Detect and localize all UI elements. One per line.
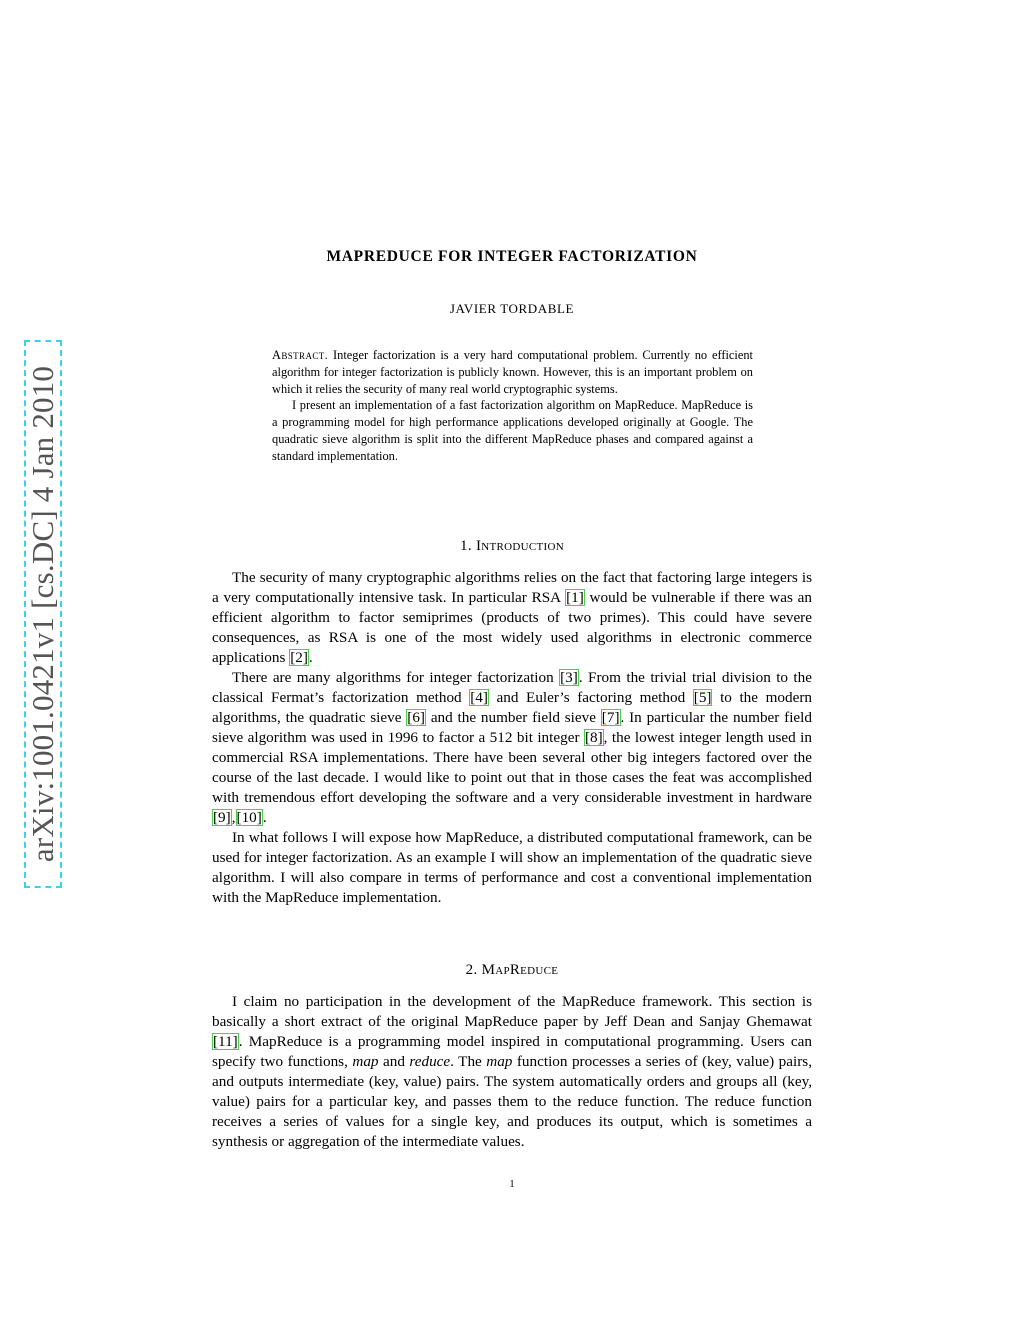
text-run: and <box>378 1053 410 1070</box>
citation-link[interactable]: [1] <box>566 589 584 606</box>
citation-link[interactable]: [9] <box>213 809 231 826</box>
text-run: , <box>231 809 236 826</box>
arxiv-identifier-stamp <box>24 340 62 888</box>
arxiv-identifier: arXiv:1001.0421v1 [cs.DC] 4 Jan 2010 <box>25 365 60 863</box>
text-run: . <box>308 649 313 666</box>
section-2-number: 2. <box>465 962 478 978</box>
citation-link[interactable]: [10] <box>236 809 262 826</box>
citation-link[interactable]: [5] <box>693 689 712 706</box>
text-run: . MapReduce is a programming model inspired in computational programming. Users can specify two functions, <box>212 1033 812 1070</box>
text-run: , the lowest integer length used in commercial RSA implementations. There have been several other big integers factored over the course of the last decade. I would like to point out that in those cases the feat was accomplished with tremendous effort developing the software and a very considerable investment in hardware <box>212 729 812 806</box>
text-run: . The <box>450 1053 487 1070</box>
section-2-heading <box>212 962 812 979</box>
paper-title: MAPREDUCE FOR INTEGER FACTORIZATION <box>326 248 698 265</box>
section-1-heading <box>212 538 812 555</box>
intro-paragraph-3: In what follows I will expose how MapReduce, a distributed computational framework, can be used for integer factorization. As an example I will show an implementation of the quadratic sieve algorithm. I will also compare in terms of performance and cost a conventional implementation with the MapReduce implementation. <box>212 829 812 906</box>
text-run: . In particular the number field sieve algorithm was used in 1996 to factor a 512 bit integer <box>212 709 812 746</box>
section-1-body <box>212 568 812 908</box>
citation-link[interactable]: [4] <box>470 689 488 706</box>
text-run: function processes a series of (key, value) pairs, and outputs intermediate (key, value) pairs. The system automatically orders and groups all (key, value) pairs for a particular key, and passes them to the reduce function. The reduce function receives a series of values for a single key, and produces its output, which is sometimes a synthesis or aggregation of the intermediate values. <box>212 1053 812 1150</box>
page-number: 1 <box>509 1178 515 1190</box>
text-run: to the modern algorithms, the quadratic sieve <box>212 689 812 726</box>
abstract-text-1: Integer factorization is a very hard computational problem. Currently no efficient algorithm for integer factorization is publicly known. However, this is an important problem on which it relies the security of many real world cryptographic systems. <box>272 348 753 396</box>
intro-paragraph-1 <box>212 568 812 668</box>
abstract <box>272 347 753 465</box>
citation-link[interactable]: [8] <box>584 729 603 746</box>
text-run: I claim no participation in the development of the MapReduce framework. This section is basically a short extract of the original MapReduce paper by Jeff Dean and Sanjay Ghemawat <box>212 993 812 1030</box>
text-run: There are many algorithms for integer factorization <box>232 669 560 686</box>
abstract-paragraph-1 <box>272 347 753 397</box>
text-run: and Euler’s factoring method <box>488 689 693 706</box>
text-run: . From the trivial trial division to the classical Fermat’s factorization method <box>212 669 812 706</box>
citation-link[interactable]: [2] <box>290 649 308 666</box>
text-run: would be vulnerable if there was an efficient algorithm to factor semiprimes (products of two primes). This could have severe consequences, as RSA is one of the most widely used algorithms in electronic commerce applications <box>212 589 813 666</box>
emphasis-reduce: reduce <box>409 1053 451 1070</box>
emphasis-map: map <box>486 1053 513 1070</box>
citation-link[interactable]: [7] <box>601 709 620 726</box>
section-2-title: MapReduce <box>481 962 559 978</box>
emphasis-map: map <box>352 1053 379 1070</box>
citation-link[interactable]: [11] <box>213 1033 238 1050</box>
text-run: and the number field sieve <box>426 709 601 726</box>
author-name: JAVIER TORDABLE <box>449 301 575 316</box>
citation-link[interactable]: [3] <box>560 669 578 686</box>
text-run: The security of many cryptographic algorithms relies on the fact that factoring large integers is a very computationally intensive task. In particular RSA <box>212 569 812 606</box>
mapreduce-paragraph-1 <box>212 992 812 1152</box>
abstract-label: Abstract. <box>272 348 329 362</box>
section-1-title: Introduction <box>475 538 564 554</box>
section-1-number: 1. <box>460 538 472 554</box>
citation-link[interactable]: [6] <box>407 709 425 726</box>
section-2-body <box>212 992 812 1152</box>
intro-paragraph-2 <box>212 668 812 828</box>
abstract-paragraph-2: I present an implementation of a fast factorization algorithm on MapReduce. MapReduce is a programming model for high performance applications developed originally at Google. The quadratic sieve algorithm is split into the different MapReduce phases and compared against a standard implementation. <box>272 398 753 463</box>
text-run: . <box>262 809 267 826</box>
